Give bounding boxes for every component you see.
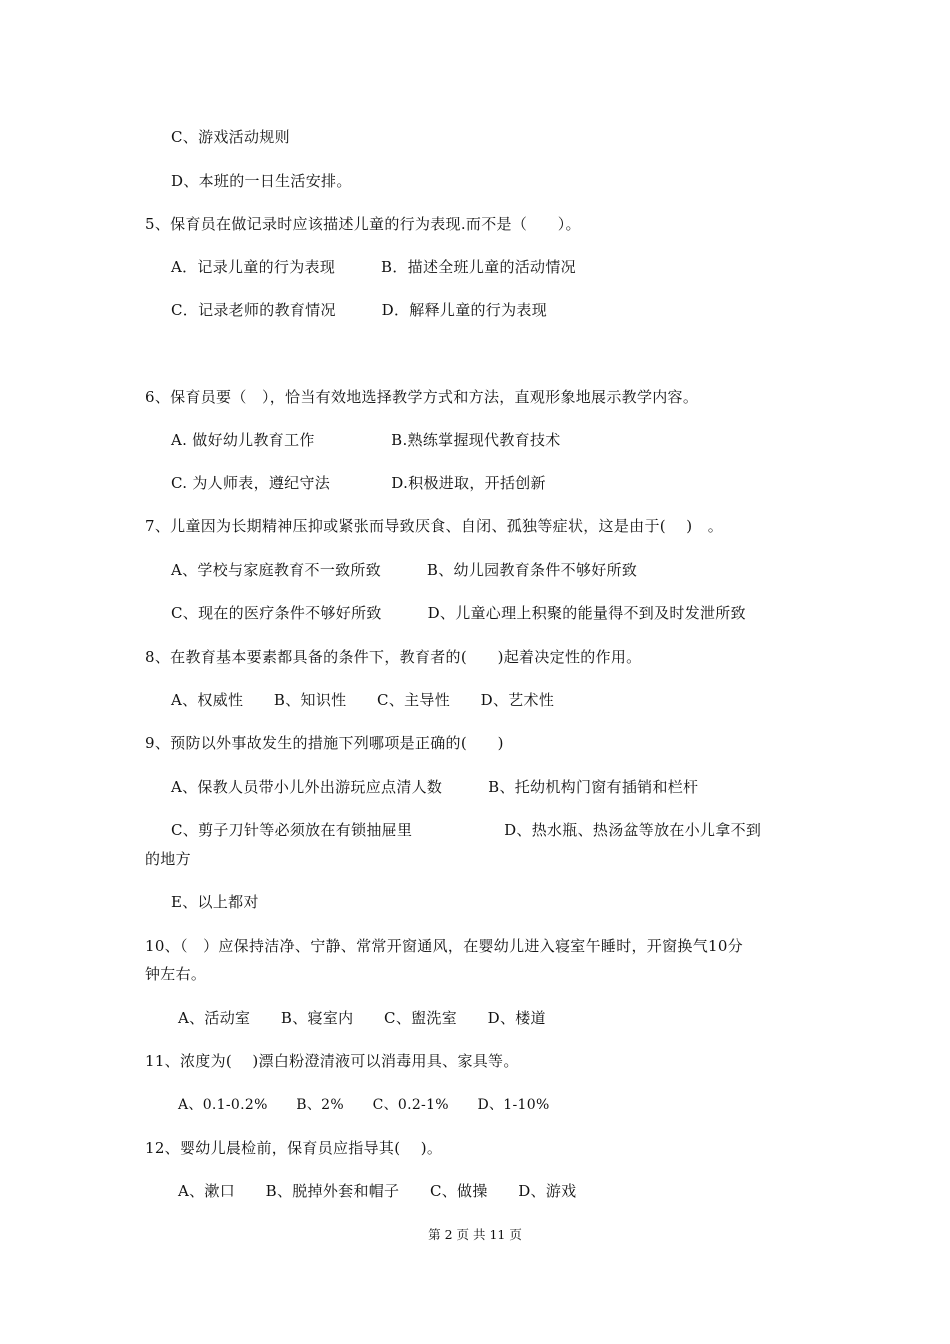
q6-options-ab: A. 做好幼儿教育工作 B.熟练掌握现代教育技术	[171, 431, 561, 449]
question-11: 11、浓度为( )漂白粉澄清液可以消毒用具、家具等。	[145, 1052, 519, 1070]
q12-options: A、漱口 B、脱掉外套和帽子 C、做操 D、游戏	[178, 1182, 577, 1200]
q5-options-cd: C．记录老师的教育情况 D．解释儿童的行为表现	[171, 301, 548, 319]
q8-options: A、权威性 B、知识性 C、主导性 D、艺术性	[171, 691, 555, 709]
q9-options-ab: A、保教人员带小儿外出游玩应点清人数 B、托幼机构门窗有插销和栏杆	[171, 778, 699, 796]
q4-option-c: C、游戏活动规则	[171, 128, 290, 146]
question-7: 7、儿童因为长期精神压抑或紧张而导致厌食、自闭、孤独等症状，这是由于( ) 。	[145, 517, 724, 535]
question-12: 12、婴幼儿晨检前，保育员应指导其( )。	[145, 1139, 443, 1157]
question-5: 5、保育员在做记录时应该描述儿童的行为表现.而不是（ ）。	[145, 215, 581, 233]
q5-options-ab: A．记录儿童的行为表现 B．描述全班儿童的活动情况	[171, 258, 576, 276]
question-10-line1: 10、（ ）应保持洁净、宁静、常常开窗通风，在婴幼儿进入寝室午睡时，开窗换气10分	[145, 937, 743, 955]
question-6: 6、保育员要（ ），恰当有效地选择教学方式和方法，直观形象地展示教学内容。	[145, 388, 699, 406]
q7-options-cd: C、现在的医疗条件不够好所致 D、儿童心理上积聚的能量得不到及时发泄所致	[171, 604, 746, 622]
page-number-footer: 第 2 页 共 11 页	[428, 1227, 522, 1242]
q10-options: A、活动室 B、寝室内 C、盥洗室 D、楼道	[178, 1009, 546, 1027]
q7-options-ab: A、学校与家庭教育不一致所致 B、幼儿园教育条件不够好所致	[171, 561, 638, 579]
question-10-line2: 钟左右。	[145, 965, 207, 983]
q11-options: A、0.1-0.2% B、2% C、0.2-1% D、1-10%	[178, 1097, 550, 1113]
q9-option-e: E、以上都对	[171, 893, 259, 911]
q9-options-cd-line2: 的地方	[145, 850, 191, 868]
q4-option-d: D、本班的一日生活安排。	[171, 172, 352, 190]
q6-options-cd: C. 为人师表，遵纪守法 D.积极进取，开括创新	[171, 474, 546, 492]
question-8: 8、在教育基本要素都具备的条件下，教育者的( )起着决定性的作用。	[145, 648, 642, 666]
question-9: 9、预防以外事故发生的措施下列哪项是正确的( )	[145, 734, 504, 752]
q9-options-cd-line1: C、剪子刀针等必须放在有锁抽屉里 D、热水瓶、热汤盆等放在小儿拿不到	[171, 821, 762, 839]
